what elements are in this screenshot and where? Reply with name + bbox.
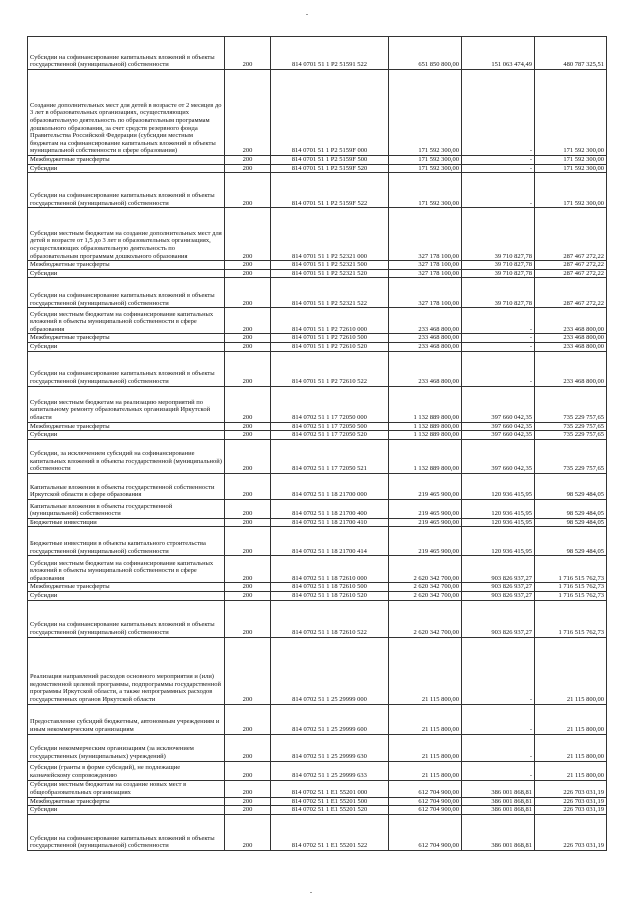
row-classification-cell: 814 0702 51 1 18 72610 500 <box>271 583 389 592</box>
row-approved-amount-cell: 327 178 100,00 <box>389 278 462 308</box>
row-executed-amount-cell: 39 710 827,78 <box>462 269 535 278</box>
table-row <box>28 556 607 583</box>
row-name-cell: Капитальные вложения в объекты государственной (муниципальной) собственности <box>28 499 225 518</box>
row-classification-cell: 814 0702 51 1 18 21700 414 <box>271 527 389 556</box>
row-code-cell: 200 <box>225 806 271 815</box>
table-row <box>28 704 607 734</box>
row-approved-amount-cell: 2 620 342 700,00 <box>389 600 462 637</box>
row-approved-amount-cell: 651 850 800,00 <box>389 37 462 70</box>
row-name-cell: Межбюджетные трансферты <box>28 261 225 270</box>
table-row <box>28 527 607 556</box>
row-classification-cell: 814 0701 51 1 Р2 5159F 500 <box>271 156 389 165</box>
row-unexecuted-amount-cell: 171 592 300,00 <box>535 70 607 156</box>
row-code-cell: 200 <box>225 527 271 556</box>
row-classification-cell: 814 0702 51 1 E1 55201 522 <box>271 814 389 850</box>
row-classification-cell: 814 0702 51 1 E1 55201 000 <box>271 780 389 797</box>
row-executed-amount-cell: - <box>462 156 535 165</box>
row-name-cell: Предоставление субсидий бюджетным, автономным учреждениям и иным некоммерческим организациям <box>28 704 225 734</box>
table-row <box>28 814 607 850</box>
row-name-cell: Субсидии <box>28 431 225 440</box>
row-name-cell: Субсидии местным бюджетам на создание дополнительных мест для детей в возрасте от 1,5 до 3 лет в образовательных организациях, осуществляющих образовательную деятельность по образовательным программам дошкольного образования <box>28 208 225 261</box>
row-name-cell: Субсидии на софинансирование капитальных вложений в объекты государственной (муниципальной) собственности <box>28 278 225 308</box>
row-approved-amount-cell: 171 592 300,00 <box>389 156 462 165</box>
row-approved-amount-cell: 233 468 800,00 <box>389 342 462 351</box>
row-code-cell: 200 <box>225 734 271 761</box>
row-classification-cell: 814 0702 51 1 17 72050 521 <box>271 439 389 473</box>
row-name-cell: Субсидии <box>28 342 225 351</box>
row-executed-amount-cell: 903 826 937,27 <box>462 600 535 637</box>
row-code-cell: 200 <box>225 334 271 343</box>
row-executed-amount-cell: 386 001 868,81 <box>462 780 535 797</box>
table-row <box>28 269 607 278</box>
row-classification-cell: 814 0701 51 1 Р2 52321 520 <box>271 269 389 278</box>
scan-speck <box>310 892 312 893</box>
row-classification-cell: 814 0702 51 1 25 29999 000 <box>271 637 389 704</box>
row-approved-amount-cell: 2 620 342 700,00 <box>389 591 462 600</box>
row-classification-cell: 814 0701 51 1 Р2 51591 522 <box>271 37 389 70</box>
row-name-cell: Создание дополнительных мест для детей в возрасте от 2 месяцев до 3 лет в образовательных организациях, осуществляющих образовательную деятельность по образовательным программам дошкольного образования, за счет средств резервного фонда Правительства Российской Федерации (субсидии местным бюджетам на софинансирование капитальных вложений в объекты муниципальной собственности в сфере образования) <box>28 70 225 156</box>
row-unexecuted-amount-cell: 735 229 757,65 <box>535 386 607 422</box>
table-row <box>28 334 607 343</box>
table-row <box>28 637 607 704</box>
row-executed-amount-cell: 120 936 415,95 <box>462 499 535 518</box>
row-executed-amount-cell: - <box>462 351 535 386</box>
row-approved-amount-cell: 171 592 300,00 <box>389 173 462 208</box>
row-unexecuted-amount-cell: 233 468 800,00 <box>535 351 607 386</box>
row-unexecuted-amount-cell: 735 229 757,65 <box>535 422 607 431</box>
row-unexecuted-amount-cell: 233 468 800,00 <box>535 342 607 351</box>
row-classification-cell: 814 0702 51 1 E1 55201 500 <box>271 797 389 806</box>
row-classification-cell: 814 0701 51 1 Р2 72610 500 <box>271 334 389 343</box>
row-executed-amount-cell: - <box>462 334 535 343</box>
row-unexecuted-amount-cell: 287 467 272,22 <box>535 269 607 278</box>
row-code-cell: 200 <box>225 431 271 440</box>
table-row <box>28 173 607 208</box>
row-executed-amount-cell: 903 826 937,27 <box>462 583 535 592</box>
row-code-cell: 200 <box>225 269 271 278</box>
row-executed-amount-cell: 386 001 868,81 <box>462 797 535 806</box>
row-code-cell: 200 <box>225 422 271 431</box>
table-row <box>28 342 607 351</box>
row-code-cell: 200 <box>225 173 271 208</box>
table-row <box>28 600 607 637</box>
row-approved-amount-cell: 1 132 889 800,00 <box>389 422 462 431</box>
row-approved-amount-cell: 171 592 300,00 <box>389 164 462 173</box>
row-executed-amount-cell: - <box>462 734 535 761</box>
row-unexecuted-amount-cell: 735 229 757,65 <box>535 439 607 473</box>
row-name-cell: Субсидии на софинансирование капитальных вложений в объекты государственной (муниципальной) собственности <box>28 351 225 386</box>
table-row <box>28 37 607 70</box>
row-approved-amount-cell: 233 468 800,00 <box>389 308 462 334</box>
row-classification-cell: 814 0701 51 1 Р2 52321 000 <box>271 208 389 261</box>
table-row <box>28 583 607 592</box>
row-classification-cell: 814 0701 51 1 Р2 72610 000 <box>271 308 389 334</box>
row-approved-amount-cell: 612 704 900,00 <box>389 806 462 815</box>
row-approved-amount-cell: 219 465 900,00 <box>389 527 462 556</box>
row-unexecuted-amount-cell: 233 468 800,00 <box>535 334 607 343</box>
row-classification-cell: 814 0702 51 1 25 29999 633 <box>271 761 389 780</box>
row-classification-cell: 814 0702 51 1 18 72610 000 <box>271 556 389 583</box>
row-unexecuted-amount-cell: 98 529 484,05 <box>535 473 607 499</box>
row-executed-amount-cell: 120 936 415,95 <box>462 527 535 556</box>
row-executed-amount-cell: 151 063 474,49 <box>462 37 535 70</box>
table-row <box>28 308 607 334</box>
row-name-cell: Бюджетные инвестиции в объекты капитального строительства государственной (муниципальной) собственности <box>28 527 225 556</box>
table-row <box>28 164 607 173</box>
row-classification-cell: 814 0702 51 1 18 72610 522 <box>271 600 389 637</box>
row-code-cell: 200 <box>225 499 271 518</box>
row-executed-amount-cell: - <box>462 70 535 156</box>
row-name-cell: Межбюджетные трансферты <box>28 797 225 806</box>
budget-execution-table <box>27 36 607 851</box>
row-approved-amount-cell: 219 465 900,00 <box>389 518 462 527</box>
row-executed-amount-cell: 386 001 868,81 <box>462 814 535 850</box>
row-classification-cell: 814 0701 51 1 Р2 52321 522 <box>271 278 389 308</box>
row-name-cell: Межбюджетные трансферты <box>28 334 225 343</box>
row-unexecuted-amount-cell: 226 703 031,19 <box>535 814 607 850</box>
row-code-cell: 200 <box>225 780 271 797</box>
row-code-cell: 200 <box>225 473 271 499</box>
row-approved-amount-cell: 1 132 889 800,00 <box>389 439 462 473</box>
row-code-cell: 200 <box>225 278 271 308</box>
row-unexecuted-amount-cell: 171 592 300,00 <box>535 156 607 165</box>
row-name-cell: Субсидии на софинансирование капитальных вложений в объекты государственной (муниципальной) собственности <box>28 814 225 850</box>
row-unexecuted-amount-cell: 98 529 484,05 <box>535 527 607 556</box>
row-name-cell: Межбюджетные трансферты <box>28 156 225 165</box>
row-code-cell: 200 <box>225 261 271 270</box>
row-unexecuted-amount-cell: 480 787 325,51 <box>535 37 607 70</box>
table-row <box>28 261 607 270</box>
row-classification-cell: 814 0702 51 1 18 21700 000 <box>271 473 389 499</box>
row-approved-amount-cell: 612 704 900,00 <box>389 780 462 797</box>
table-body <box>28 37 607 851</box>
scan-speck <box>306 14 308 15</box>
row-code-cell: 200 <box>225 439 271 473</box>
row-classification-cell: 814 0702 51 1 17 72050 000 <box>271 386 389 422</box>
row-code-cell: 200 <box>225 591 271 600</box>
row-name-cell: Субсидии <box>28 591 225 600</box>
row-approved-amount-cell: 219 465 900,00 <box>389 499 462 518</box>
row-code-cell: 200 <box>225 704 271 734</box>
row-code-cell: 200 <box>225 518 271 527</box>
row-classification-cell: 814 0702 51 1 18 21700 410 <box>271 518 389 527</box>
table-row <box>28 208 607 261</box>
row-name-cell: Субсидии на софинансирование капитальных вложений в объекты государственной (муниципальной) собственности <box>28 173 225 208</box>
row-executed-amount-cell: 397 660 042,35 <box>462 431 535 440</box>
row-name-cell: Субсидии на софинансирование капитальных вложений в объекты государственной (муниципальной) собственности <box>28 600 225 637</box>
row-code-cell: 200 <box>225 351 271 386</box>
row-unexecuted-amount-cell: 233 468 800,00 <box>535 308 607 334</box>
row-unexecuted-amount-cell: 171 592 300,00 <box>535 173 607 208</box>
row-name-cell: Субсидии местным бюджетам на софинансирование капитальных вложений в объекты муниципальной собственности в сфере образования <box>28 308 225 334</box>
row-code-cell: 200 <box>225 814 271 850</box>
row-name-cell: Субсидии местным бюджетам на создание новых мест в общеобразовательных организациях <box>28 780 225 797</box>
row-classification-cell: 814 0701 51 1 Р2 5159F 520 <box>271 164 389 173</box>
row-classification-cell: 814 0701 51 1 Р2 5159F 522 <box>271 173 389 208</box>
row-code-cell: 200 <box>225 556 271 583</box>
row-unexecuted-amount-cell: 1 716 515 762,73 <box>535 591 607 600</box>
row-unexecuted-amount-cell: 21 115 800,00 <box>535 704 607 734</box>
table-row <box>28 431 607 440</box>
row-executed-amount-cell: 39 710 827,78 <box>462 208 535 261</box>
table-row <box>28 806 607 815</box>
row-code-cell: 200 <box>225 37 271 70</box>
row-unexecuted-amount-cell: 287 467 272,22 <box>535 208 607 261</box>
row-approved-amount-cell: 612 704 900,00 <box>389 814 462 850</box>
row-code-cell: 200 <box>225 342 271 351</box>
row-unexecuted-amount-cell: 1 716 515 762,73 <box>535 583 607 592</box>
row-classification-cell: 814 0702 51 1 18 72610 520 <box>271 591 389 600</box>
row-code-cell: 200 <box>225 308 271 334</box>
row-classification-cell: 814 0701 51 1 Р2 5159F 000 <box>271 70 389 156</box>
row-executed-amount-cell: 397 660 042,35 <box>462 422 535 431</box>
table-row <box>28 422 607 431</box>
row-unexecuted-amount-cell: 287 467 272,22 <box>535 261 607 270</box>
row-name-cell: Субсидии (гранты в форме субсидий), не подлежащие казначейскому сопровождению <box>28 761 225 780</box>
row-approved-amount-cell: 327 178 100,00 <box>389 269 462 278</box>
row-classification-cell: 814 0702 51 1 25 29999 600 <box>271 704 389 734</box>
row-unexecuted-amount-cell: 287 467 272,22 <box>535 278 607 308</box>
row-code-cell: 200 <box>225 70 271 156</box>
row-executed-amount-cell: 903 826 937,27 <box>462 556 535 583</box>
row-executed-amount-cell: 120 936 415,95 <box>462 518 535 527</box>
table-row <box>28 351 607 386</box>
row-code-cell: 200 <box>225 600 271 637</box>
row-unexecuted-amount-cell: 21 115 800,00 <box>535 637 607 704</box>
row-executed-amount-cell: - <box>462 637 535 704</box>
row-name-cell: Реализация направлений расходов основного мероприятия и (или) ведомственной целевой программы, подпрограммы государственной программы Иркутской области, а также непрограммных расходов государственных органов Иркутской области <box>28 637 225 704</box>
row-code-cell: 200 <box>225 797 271 806</box>
row-approved-amount-cell: 612 704 900,00 <box>389 797 462 806</box>
row-classification-cell: 814 0702 51 1 18 21700 400 <box>271 499 389 518</box>
table-row <box>28 386 607 422</box>
row-name-cell: Бюджетные инвестиции <box>28 518 225 527</box>
row-approved-amount-cell: 1 132 889 800,00 <box>389 386 462 422</box>
row-code-cell: 200 <box>225 637 271 704</box>
row-name-cell: Субсидии <box>28 806 225 815</box>
table-row <box>28 518 607 527</box>
row-name-cell: Субсидии на софинансирование капитальных вложений в объекты государственной (муниципальной) собственности <box>28 37 225 70</box>
table-row <box>28 439 607 473</box>
row-executed-amount-cell: 903 826 937,27 <box>462 591 535 600</box>
row-name-cell: Межбюджетные трансферты <box>28 583 225 592</box>
table-row <box>28 278 607 308</box>
row-classification-cell: 814 0702 51 1 17 72050 520 <box>271 431 389 440</box>
row-approved-amount-cell: 233 468 800,00 <box>389 351 462 386</box>
row-classification-cell: 814 0701 51 1 Р2 52321 500 <box>271 261 389 270</box>
row-approved-amount-cell: 2 620 342 700,00 <box>389 583 462 592</box>
row-code-cell: 200 <box>225 156 271 165</box>
row-name-cell: Субсидии местным бюджетам на реализацию мероприятий по капитальному ремонту образовательных организаций Иркутской области <box>28 386 225 422</box>
row-approved-amount-cell: 21 115 800,00 <box>389 761 462 780</box>
table-row <box>28 797 607 806</box>
row-approved-amount-cell: 327 178 100,00 <box>389 208 462 261</box>
row-name-cell: Капитальные вложения в объекты государственной собственности Иркутской области в сфере образования <box>28 473 225 499</box>
row-name-cell: Субсидии <box>28 269 225 278</box>
row-executed-amount-cell: - <box>462 164 535 173</box>
table-row <box>28 761 607 780</box>
table-row <box>28 473 607 499</box>
row-executed-amount-cell: - <box>462 173 535 208</box>
row-name-cell: Межбюджетные трансферты <box>28 422 225 431</box>
row-executed-amount-cell: - <box>462 761 535 780</box>
row-code-cell: 200 <box>225 583 271 592</box>
table-row <box>28 70 607 156</box>
row-code-cell: 200 <box>225 164 271 173</box>
row-executed-amount-cell: - <box>462 704 535 734</box>
row-name-cell: Субсидии некоммерческим организациям (за исключением государственных (муниципальных) учреждений) <box>28 734 225 761</box>
row-executed-amount-cell: 386 001 868,81 <box>462 806 535 815</box>
row-approved-amount-cell: 21 115 800,00 <box>389 704 462 734</box>
row-unexecuted-amount-cell: 21 115 800,00 <box>535 734 607 761</box>
row-unexecuted-amount-cell: 1 716 515 762,73 <box>535 600 607 637</box>
table-row <box>28 156 607 165</box>
row-classification-cell: 814 0701 51 1 Р2 72610 520 <box>271 342 389 351</box>
row-code-cell: 200 <box>225 761 271 780</box>
row-executed-amount-cell: 39 710 827,78 <box>462 261 535 270</box>
row-unexecuted-amount-cell: 98 529 484,05 <box>535 518 607 527</box>
row-unexecuted-amount-cell: 226 703 031,19 <box>535 797 607 806</box>
row-executed-amount-cell: 397 660 042,35 <box>462 386 535 422</box>
table-row <box>28 591 607 600</box>
row-classification-cell: 814 0701 51 1 Р2 72610 522 <box>271 351 389 386</box>
row-unexecuted-amount-cell: 1 716 515 762,73 <box>535 556 607 583</box>
row-name-cell: Субсидии местным бюджетам на софинансирование капитальных вложений в объекты муниципальной собственности в сфере образования <box>28 556 225 583</box>
budget-table-page <box>27 36 606 851</box>
row-classification-cell: 814 0702 51 1 E1 55201 520 <box>271 806 389 815</box>
row-approved-amount-cell: 21 115 800,00 <box>389 734 462 761</box>
row-approved-amount-cell: 219 465 900,00 <box>389 473 462 499</box>
row-classification-cell: 814 0702 51 1 25 29999 630 <box>271 734 389 761</box>
row-unexecuted-amount-cell: 226 703 031,19 <box>535 780 607 797</box>
row-executed-amount-cell: 39 710 827,78 <box>462 278 535 308</box>
row-approved-amount-cell: 327 178 100,00 <box>389 261 462 270</box>
row-code-cell: 200 <box>225 208 271 261</box>
row-unexecuted-amount-cell: 21 115 800,00 <box>535 761 607 780</box>
row-executed-amount-cell: - <box>462 342 535 351</box>
row-name-cell: Субсидии <box>28 164 225 173</box>
row-executed-amount-cell: - <box>462 308 535 334</box>
table-row <box>28 780 607 797</box>
row-approved-amount-cell: 171 592 300,00 <box>389 70 462 156</box>
row-classification-cell: 814 0702 51 1 17 72050 500 <box>271 422 389 431</box>
table-row <box>28 734 607 761</box>
row-code-cell: 200 <box>225 386 271 422</box>
row-executed-amount-cell: 397 660 042,35 <box>462 439 535 473</box>
row-approved-amount-cell: 1 132 889 800,00 <box>389 431 462 440</box>
row-approved-amount-cell: 21 115 800,00 <box>389 637 462 704</box>
row-unexecuted-amount-cell: 735 229 757,65 <box>535 431 607 440</box>
row-name-cell: Субсидии, за исключением субсидий на софинансирование капитальных вложений в объекты государственной (муниципальной) собственности <box>28 439 225 473</box>
row-unexecuted-amount-cell: 98 529 484,05 <box>535 499 607 518</box>
table-row <box>28 499 607 518</box>
row-unexecuted-amount-cell: 171 592 300,00 <box>535 164 607 173</box>
row-approved-amount-cell: 2 620 342 700,00 <box>389 556 462 583</box>
row-approved-amount-cell: 233 468 800,00 <box>389 334 462 343</box>
row-executed-amount-cell: 120 936 415,95 <box>462 473 535 499</box>
row-unexecuted-amount-cell: 226 703 031,19 <box>535 806 607 815</box>
